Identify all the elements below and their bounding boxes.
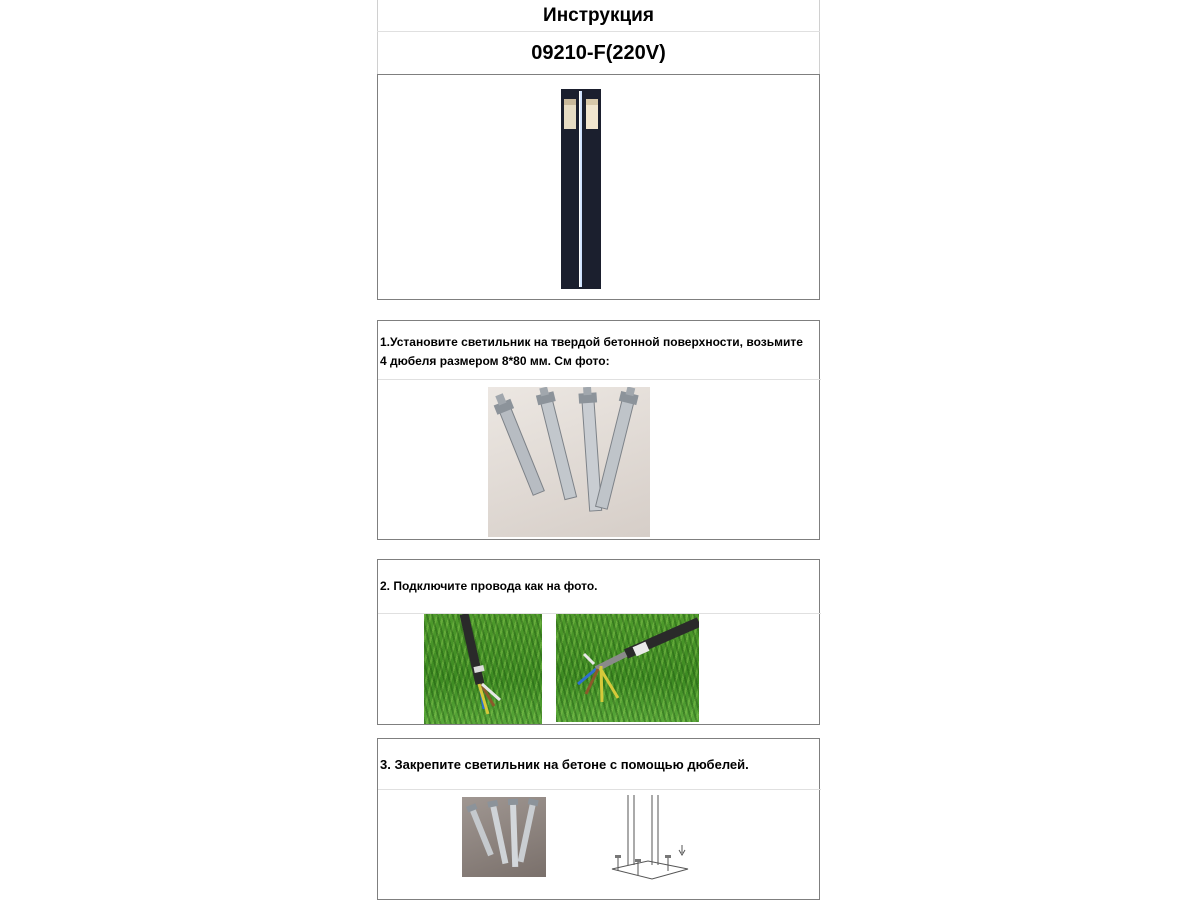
step-3-text: 3. Закрепите светильник на бетоне с помощью дюбелей. [380, 757, 749, 772]
wires-connected-photo [556, 614, 699, 722]
anchor-bolts-photo [488, 387, 650, 537]
anchor-bolts-photo-small [462, 797, 546, 877]
divider [378, 379, 821, 380]
installation-diagram [604, 795, 694, 885]
wires-photo [424, 614, 542, 724]
step-3-box [377, 738, 820, 900]
instruction-sheet [377, 0, 821, 900]
bollard-lamp-image [553, 87, 613, 293]
model-title: 09210-F(220V) [377, 32, 820, 74]
step-1-text: 1.Установите светильник на твердой бетонной поверхности, возьмите 4 дюбеля размером 8*80 мм. См фото: [380, 335, 803, 368]
step-1-box [377, 320, 820, 540]
product-image-box [377, 74, 820, 300]
step-2-box [377, 559, 820, 725]
step-2-text: 2. Подключите провода как на фото. [380, 579, 598, 593]
divider [378, 789, 821, 790]
page-title: Инструкция [377, 0, 820, 31]
